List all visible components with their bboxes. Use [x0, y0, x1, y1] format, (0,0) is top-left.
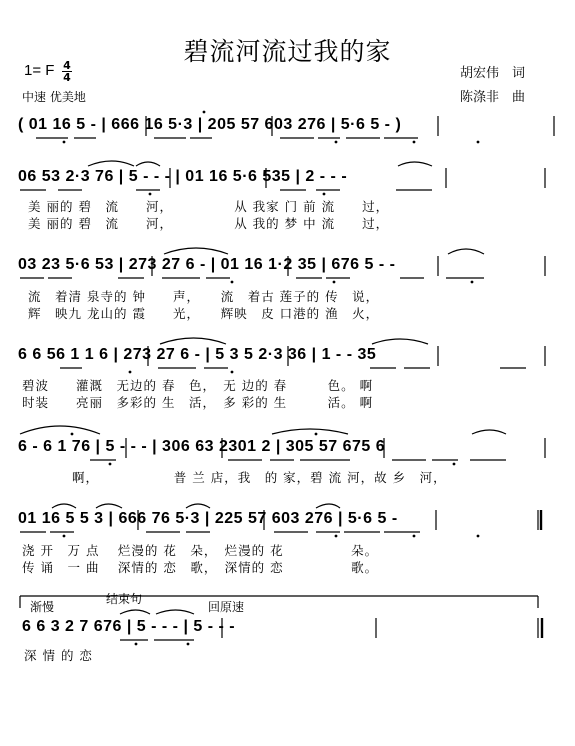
page-title: 碧流河流过我的家: [183, 37, 392, 66]
low-octave-dot: [477, 141, 480, 144]
tie: [20, 426, 100, 434]
score-line-4-lyrics-verse-2: 时装 亮丽 多彩的 生 活， 多 彩的 生 活。 啊: [22, 395, 374, 410]
ending-marking: 结束句: [106, 592, 143, 606]
score-line-4-lyrics-verse-1: 碧波 灌溉 无边的 春 色， 无 边的 春 色。 啊: [22, 378, 374, 393]
score-line-6-lyrics-verse-2: 传 诵 一 曲 深情的 恋 歌， 深情的 恋 歌。: [22, 560, 379, 575]
low-octave-dot: [63, 535, 66, 538]
low-octave-dot: [231, 371, 234, 374]
tie: [136, 162, 160, 166]
score-line-5-lyrics: 啊， 普 兰 店，我 的 家，碧 流 河，故 乡 河，: [72, 470, 447, 485]
low-octave-dot: [149, 193, 152, 196]
low-octave-dot: [335, 535, 338, 538]
score-line-2-lyrics-verse-2: 美 丽的 碧 流 河， 从 我的 梦 中 流 过，: [28, 216, 390, 231]
time-signature-bottom: 4: [63, 71, 71, 84]
score-line-5-music: 6 - 6 1 76 | 5 - - - | 306 63 2301 2 | 305 57 675 6: [18, 438, 386, 455]
score-line-6-music: 01 16 5 5 3 | 666 76 5·3 | 225 57 603 276 | 5·6 5 -: [18, 510, 398, 527]
high-octave-dot: [71, 433, 74, 436]
low-octave-dot: [453, 463, 456, 466]
high-octave-dot: [203, 111, 206, 114]
tie: [472, 430, 506, 434]
composer-credit: 陈涤非 曲: [460, 90, 526, 105]
score-line-3-lyrics-verse-2: 辉 映九 龙山的 霞 光， 辉映 皮 口港的 渔 火，: [28, 306, 380, 321]
low-octave-dot: [231, 281, 234, 284]
score-line-2-music: 06 53 2·3 76 | 5 - - - | 01 16 5·6 535 | 2 - - -: [18, 168, 348, 185]
low-octave-dot: [333, 281, 336, 284]
a-tempo-marking: 回原速: [208, 600, 245, 614]
score-line-3-music: 03 23 5·6 53 | 273 27 6 - | 01 16 1·2 35 | 676 5 - -: [18, 256, 396, 273]
tie: [372, 339, 428, 344]
tie: [186, 504, 210, 508]
low-octave-dot: [135, 643, 138, 646]
score-line-3-lyrics-verse-1: 流 着清 泉寺的 钟 声， 流 着古 莲子的 传 说，: [28, 289, 380, 304]
lyricist-credit: 胡宏伟 词: [460, 66, 526, 81]
score-line-4-music: 6 6 56 1 1 6 | 273 27 6 - | 5 3 5 2·3 36 | 1 - - 35: [18, 346, 377, 363]
score-line-7-lyrics: 深 情 的 恋: [24, 648, 93, 663]
tie: [160, 338, 226, 344]
low-octave-dot: [109, 463, 112, 466]
tie: [448, 249, 484, 254]
key-signature: 1= F: [24, 62, 55, 79]
low-octave-dot: [187, 643, 190, 646]
score-line-6-lyrics-verse-1: 浇 开 万 点 烂漫的 花 朵， 烂漫的 花 朵。: [22, 543, 379, 558]
ritardando-marking: 渐慢: [30, 600, 55, 614]
tempo-marking: 中速 优美地: [22, 90, 86, 104]
low-octave-dot: [477, 535, 480, 538]
tie: [272, 429, 348, 434]
tie: [120, 610, 150, 614]
score-line-1-music: ( 01 16 5 - | 666 16 5·3 | 205 57 603 276 | 5·6 5 - ): [18, 116, 402, 133]
score-line-7-music: 6 6 3 2 7 676 | 5 - - - | 5 - - -: [22, 618, 236, 635]
tie: [398, 162, 432, 166]
low-octave-dot: [413, 535, 416, 538]
tie: [316, 504, 340, 508]
high-octave-dot: [315, 433, 318, 436]
tie: [96, 504, 122, 508]
low-octave-dot: [335, 141, 338, 144]
tie: [156, 610, 194, 614]
low-octave-dot: [63, 141, 66, 144]
tie: [88, 161, 134, 166]
time-signature-top: 4: [63, 59, 71, 72]
low-octave-dot: [471, 281, 474, 284]
low-octave-dot: [129, 371, 132, 374]
score-line-2-lyrics-verse-1: 美 丽的 碧 流 河， 从 我家 门 前 流 过，: [28, 199, 390, 214]
low-octave-dot: [323, 193, 326, 196]
tie: [52, 504, 76, 508]
tie: [164, 248, 228, 254]
low-octave-dot: [413, 141, 416, 144]
